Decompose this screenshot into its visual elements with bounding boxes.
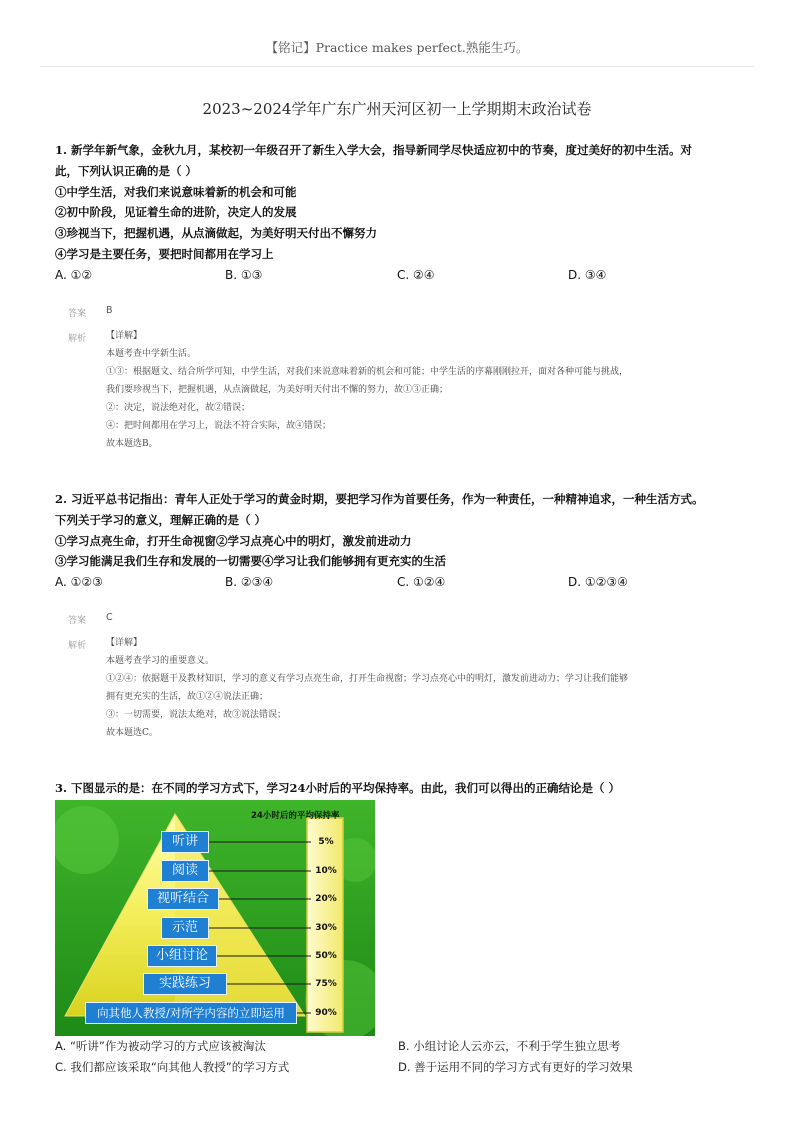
explanation-line: 本题考查中学新生活。 — [106, 349, 197, 359]
pyramid-level-1: 听讲 — [161, 831, 209, 853]
explanation-line: ①③：根据题文、结合所学可知，中学生活，对我们来说意味着新的机会和可能；中学生活的序幕刚刚拉开，面对各种可能与挑战， — [106, 367, 629, 377]
explanation-line: 【详解】 — [106, 331, 143, 341]
question-3 — [55, 778, 745, 799]
option-c: C. ①②④ — [397, 575, 446, 589]
option-c: C. ②④ — [397, 268, 435, 282]
option-a: A. ①②③ — [55, 575, 103, 589]
rate-level-1: 5% — [318, 837, 334, 847]
question-2 — [55, 489, 745, 572]
explanation-line: 故本题选C。 — [106, 728, 158, 738]
pyramid-level-4: 示范 — [161, 917, 209, 939]
question-2-stem-line: 2. 习近平总书记指出：青年人正处于学习的黄金时期，要把学习作为首要任务，作为一种责任，一种精神追求，一种生活方式。 — [55, 492, 704, 506]
explanation-line: 拥有更充实的生活，故①②④说法正确； — [106, 692, 269, 702]
option-b: B. ①③ — [225, 268, 263, 282]
pyramid-level-6: 实践练习 — [143, 973, 227, 995]
question-3-stem: 3. 下图显示的是：在不同的学习方式下，学习24小时后的平均保持率。由此，我们可以得出的正确结论是（ ） — [55, 781, 621, 795]
pyramid-level-2: 阅读 — [161, 860, 209, 882]
header-motto: 【铭记】Practice makes perfect.熟能生巧。 — [265, 40, 529, 55]
question-1-statement-1: ①中学生活，对我们来说意味着新的机会和可能 — [55, 184, 297, 199]
question-2-statements-3-4: ③学习能满足我们生存和发展的一切需要④学习让我们能够拥有更充实的生活 — [55, 554, 446, 569]
header-divider — [40, 66, 754, 67]
explanation-line: ①②④：依据题干及教材知识，学习的意义有学习点亮生命，打开生命视窗；学习点亮心中的明灯，激发前进动力；学习让我们能够 — [106, 674, 629, 684]
question-1-options — [55, 268, 745, 288]
question-1-statement-4: ④学习是主要任务，要把时间都用在学习上 — [55, 246, 274, 261]
answer-value: C — [106, 612, 113, 623]
question-2-explanation — [106, 634, 726, 742]
question-3-options — [55, 1038, 755, 1078]
question-1-stem-line: 1. 新学年新气象，金秋九月，某校初一年级召开了新生入学大会，指导新同学尽快适应初中的节奏，度过美好的初中生活。对 — [55, 143, 693, 157]
question-1 — [55, 140, 745, 265]
explanation-line: 我们要珍视当下，把握机遇，从点滴做起，为美好明天付出不懈的努力，故①③正确； — [106, 385, 449, 395]
pyramid-level-5: 小组讨论 — [147, 945, 217, 967]
question-1-statement-3: ③珍视当下，把握机遇，从点滴做起，为美好明天付出不懈努力 — [55, 226, 377, 241]
rate-level-4: 30% — [315, 923, 337, 933]
figure-title: 24小时后的平均保持率 — [251, 811, 340, 821]
option-b: B. ②③④ — [225, 575, 274, 589]
answer-label: 答案 — [68, 616, 87, 626]
question-2-statements-1-2: ①学习点亮生命，打开生命视窗②学习点亮心中的明灯，激发前进动力 — [55, 533, 412, 548]
question-2-stem-line: 下列关于学习的意义，理解正确的是（ ） — [55, 512, 267, 527]
learning-pyramid-figure — [55, 800, 375, 1036]
rate-level-7: 90% — [315, 1008, 337, 1018]
analysis-label: 解析 — [68, 334, 87, 344]
rate-level-5: 50% — [315, 951, 337, 961]
rate-level-6: 75% — [315, 979, 337, 989]
option-c: C. 我们都应该采取“向其他人教授”的学习方式 — [55, 1060, 290, 1074]
pyramid-graphic — [55, 800, 375, 1036]
option-d: D. ①②③④ — [568, 575, 628, 589]
answer-value: B — [106, 305, 113, 316]
explanation-line: ④：把时间都用在学习上，说法不符合实际，故④错误； — [106, 421, 332, 431]
answer-label: 答案 — [68, 309, 87, 319]
option-a: A. “听讲”作为被动学习的方式应该被淘汰 — [55, 1039, 266, 1053]
question-1-stem-line: 此，下列认识正确的是（ ） — [55, 163, 198, 178]
explanation-line: 【详解】 — [106, 638, 143, 648]
pyramid-level-7: 向其他人教授/对所学内容的立即运用 — [85, 1002, 297, 1024]
option-d: D. ③④ — [568, 268, 607, 282]
explanation-line: ③：一切需要，说法太绝对，故③说法错误； — [106, 710, 287, 720]
explanation-line: 本题考查学习的重要意义。 — [106, 656, 215, 666]
explanation-line: ②：决定，说法绝对化，故②错误； — [106, 403, 251, 413]
option-b: B. 小组讨论人云亦云，不利于学生独立思考 — [398, 1039, 621, 1053]
rate-level-3: 20% — [315, 894, 337, 904]
question-2-options — [55, 575, 745, 595]
option-d: D. 善于运用不同的学习方式有更好的学习效果 — [398, 1060, 633, 1074]
explanation-line: 故本题选B。 — [106, 439, 158, 449]
pyramid-level-3: 视听结合 — [147, 888, 219, 910]
rate-level-2: 10% — [315, 866, 337, 876]
option-a: A. ①② — [55, 268, 93, 282]
page-title: 2023~2024学年广东广州天河区初一上学期期末政治试卷 — [202, 100, 592, 118]
analysis-label: 解析 — [68, 641, 87, 651]
question-1-statement-2: ②初中阶段，见证着生命的进阶，决定人的发展 — [55, 205, 297, 220]
question-1-explanation — [106, 327, 726, 453]
